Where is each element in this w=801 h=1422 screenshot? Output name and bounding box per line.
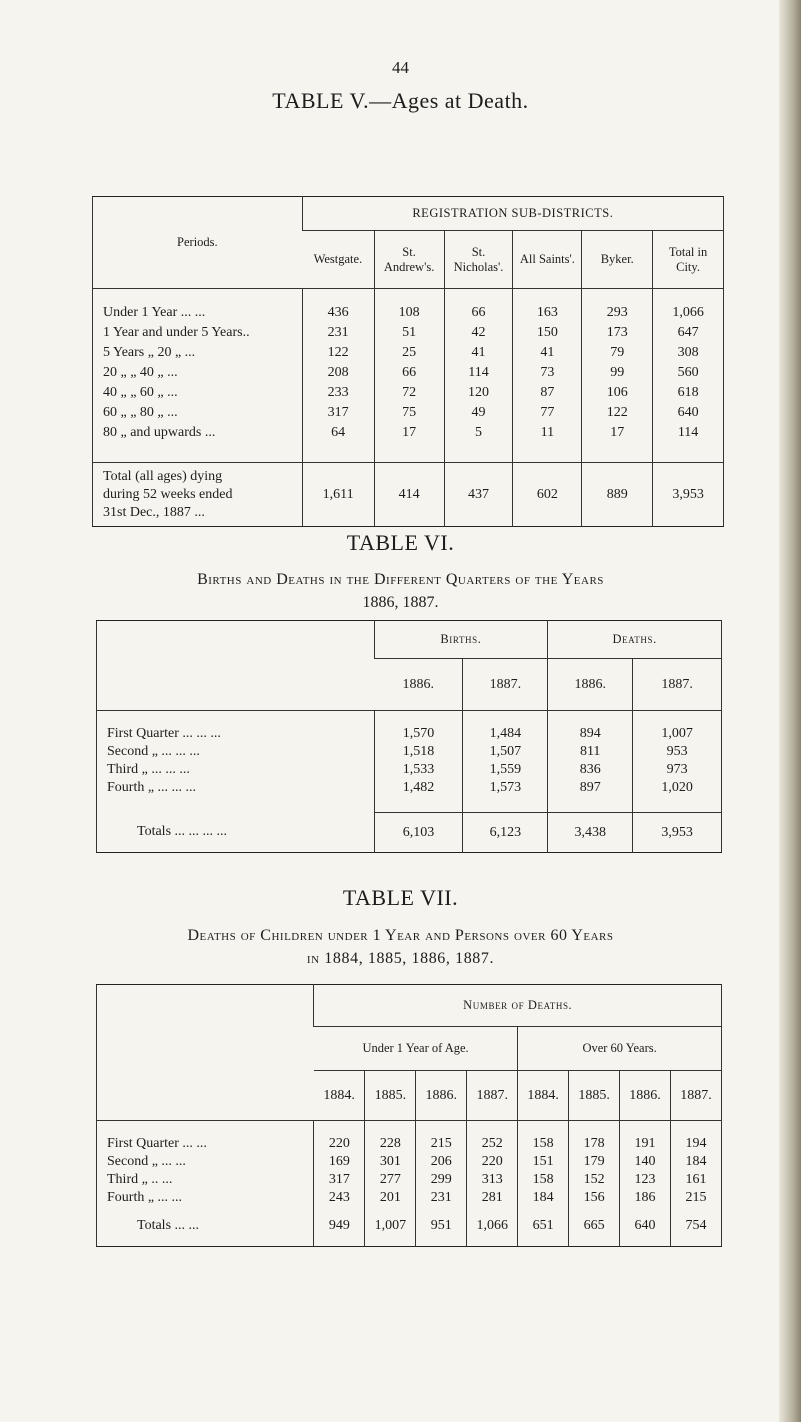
table-row [93, 363, 724, 383]
cell-value: 73 [513, 363, 582, 383]
cell-value: 41 [513, 343, 582, 363]
row-label: 1 Year and under 5 Years.. [103, 324, 250, 340]
cell-value: 317 [314, 1171, 365, 1189]
cell-value: 277 [365, 1171, 416, 1189]
row-label: 60 „ „ 80 „ ... [103, 404, 178, 420]
cell-value: 231 [302, 323, 374, 343]
row-label: First Quarter ... ... ... [107, 725, 221, 741]
total-value: 951 [416, 1207, 467, 1247]
cell-value: 299 [416, 1171, 467, 1189]
total-value: 3,438 [548, 813, 633, 853]
cell-value: 184 [518, 1189, 569, 1207]
cell-value: 11 [513, 423, 582, 443]
cell-value: 228 [365, 1135, 416, 1153]
table5-column-header: Westgate. [302, 231, 374, 289]
cell-value: 51 [374, 323, 444, 343]
total-value: 3,953 [633, 813, 722, 853]
cell-value: 158 [518, 1135, 569, 1153]
table-row [93, 323, 724, 343]
cell-value: 1,484 [463, 725, 548, 743]
cell-value: 66 [444, 303, 513, 323]
table7 [96, 984, 722, 1247]
table7-year-header: 1884. [518, 1071, 569, 1121]
table5-column-header: All Saints'. [513, 231, 582, 289]
cell-value: 179 [569, 1153, 620, 1171]
total-value: 1,066 [467, 1207, 518, 1247]
cell-value: 640 [653, 403, 724, 423]
table7-year-header: 1886. [620, 1071, 671, 1121]
cell-value: 173 [582, 323, 653, 343]
table-row [97, 779, 722, 797]
cell-value: 1,482 [374, 779, 463, 797]
table-total-row [93, 463, 724, 527]
table-row [93, 403, 724, 423]
table5-title: TABLE V.—Ages at Death. [272, 88, 529, 113]
table-row [97, 743, 722, 761]
total-value: 1,611 [302, 463, 374, 527]
cell-value: 106 [582, 383, 653, 403]
page-edge [779, 0, 801, 1422]
table7-year-line: in 1884, 1885, 1886, 1887. [306, 950, 495, 967]
table5-group-header: REGISTRATION SUB-DISTRICTS. [302, 197, 723, 231]
table7-blank-header [97, 985, 314, 1121]
row-label: Third „ ... ... ... [107, 761, 190, 777]
cell-value: 17 [582, 423, 653, 443]
total-value: 602 [513, 463, 582, 527]
table6-blank-header [97, 621, 375, 711]
table6-year-header: 1886. [548, 659, 633, 711]
table7-year-header: 1885. [365, 1071, 416, 1121]
table5-column-header: St. Andrew's. [374, 231, 444, 289]
total-value: 6,123 [463, 813, 548, 853]
total-label: Totals ... ... ... ... [137, 824, 228, 840]
total-value: 949 [314, 1207, 365, 1247]
cell-value: 973 [633, 761, 722, 779]
row-label: 40 „ „ 60 „ ... [103, 384, 178, 400]
cell-value: 5 [444, 423, 513, 443]
cell-value: 163 [513, 303, 582, 323]
total-label: Totals ... ... [137, 1218, 200, 1234]
cell-value: 108 [374, 303, 444, 323]
total-value: 651 [518, 1207, 569, 1247]
table7-over60-header: Over 60 Years. [518, 1027, 722, 1071]
cell-value: 1,007 [633, 725, 722, 743]
row-label: 20 „ „ 40 „ ... [103, 364, 178, 380]
cell-value: 99 [582, 363, 653, 383]
cell-value: 79 [582, 343, 653, 363]
table-row [97, 1135, 722, 1153]
cell-value: 17 [374, 423, 444, 443]
cell-value: 647 [653, 323, 724, 343]
total-value: 754 [671, 1207, 722, 1247]
cell-value: 215 [416, 1135, 467, 1153]
total-value: 640 [620, 1207, 671, 1247]
cell-value: 220 [314, 1135, 365, 1153]
table7-year-header: 1887. [467, 1071, 518, 1121]
total-value: 889 [582, 463, 653, 527]
table5 [92, 196, 724, 527]
cell-value: 897 [548, 779, 633, 797]
cell-value: 140 [620, 1153, 671, 1171]
cell-value: 1,570 [374, 725, 463, 743]
table6-year-header: 1887. [633, 659, 722, 711]
cell-value: 158 [518, 1171, 569, 1189]
cell-value: 75 [374, 403, 444, 423]
cell-value: 233 [302, 383, 374, 403]
table-row [93, 383, 724, 403]
cell-value: 215 [671, 1189, 722, 1207]
table6-births-header: Births. [374, 621, 548, 659]
cell-value: 120 [444, 383, 513, 403]
table6-title: TABLE VI. [346, 530, 455, 555]
cell-value: 150 [513, 323, 582, 343]
cell-value: 1,020 [633, 779, 722, 797]
cell-value: 191 [620, 1135, 671, 1153]
cell-value: 184 [671, 1153, 722, 1171]
cell-value: 72 [374, 383, 444, 403]
cell-value: 186 [620, 1189, 671, 1207]
cell-value: 252 [467, 1135, 518, 1153]
cell-value: 317 [302, 403, 374, 423]
table-row [93, 423, 724, 443]
cell-value: 281 [467, 1189, 518, 1207]
cell-value: 894 [548, 725, 633, 743]
cell-value: 836 [548, 761, 633, 779]
cell-value: 231 [416, 1189, 467, 1207]
cell-value: 49 [444, 403, 513, 423]
cell-value: 1,573 [463, 779, 548, 797]
total-label-line: 31st Dec., 1887 ... [103, 504, 205, 520]
cell-value: 436 [302, 303, 374, 323]
table5-column-header: Total in City. [653, 231, 724, 289]
cell-value: 87 [513, 383, 582, 403]
table-row [97, 1189, 722, 1207]
table7-under1-header: Under 1 Year of Age. [314, 1027, 518, 1071]
cell-value: 1,559 [463, 761, 548, 779]
cell-value: 243 [314, 1189, 365, 1207]
page-number: 44 [392, 58, 409, 77]
table-row [93, 343, 724, 363]
cell-value: 560 [653, 363, 724, 383]
cell-value: 1,518 [374, 743, 463, 761]
total-label [93, 463, 303, 527]
cell-value: 206 [416, 1153, 467, 1171]
table7-group-header: Number of Deaths. [314, 985, 722, 1027]
total-value: 1,007 [365, 1207, 416, 1247]
cell-value: 25 [374, 343, 444, 363]
cell-value: 208 [302, 363, 374, 383]
cell-value: 201 [365, 1189, 416, 1207]
table7-year-header: 1885. [569, 1071, 620, 1121]
total-label-line: during 52 weeks ended [103, 486, 233, 502]
total-label-line: Total (all ages) dying [103, 468, 223, 484]
table-total-row [97, 813, 722, 853]
cell-value: 194 [671, 1135, 722, 1153]
cell-value: 66 [374, 363, 444, 383]
table7-year-header: 1886. [416, 1071, 467, 1121]
cell-value: 77 [513, 403, 582, 423]
table-total-row [97, 1207, 722, 1247]
row-label: 80 „ and upwards ... [103, 424, 216, 440]
cell-value: 618 [653, 383, 724, 403]
cell-value: 122 [582, 403, 653, 423]
cell-value: 953 [633, 743, 722, 761]
cell-value: 1,066 [653, 303, 724, 323]
total-value: 414 [374, 463, 444, 527]
table-row [97, 1153, 722, 1171]
cell-value: 169 [314, 1153, 365, 1171]
cell-value: 1,533 [374, 761, 463, 779]
table5-periods-header: Periods. [93, 197, 303, 289]
table5-column-header: St. Nicholas'. [444, 231, 513, 289]
cell-value: 41 [444, 343, 513, 363]
table7-subtitle: Deaths of Children under 1 Year and Persons over 60 Years [187, 927, 614, 944]
cell-value: 152 [569, 1171, 620, 1189]
row-label: First Quarter ... ... [107, 1135, 207, 1151]
table6 [96, 620, 722, 853]
row-label: Third „ .. ... [107, 1171, 173, 1187]
table5-column-header: Byker. [582, 231, 653, 289]
cell-value: 122 [302, 343, 374, 363]
table6-year-line: 1886, 1887. [362, 594, 439, 611]
total-value: 437 [444, 463, 513, 527]
cell-value: 114 [653, 423, 724, 443]
cell-value: 114 [444, 363, 513, 383]
cell-value: 156 [569, 1189, 620, 1207]
cell-value: 161 [671, 1171, 722, 1189]
cell-value: 308 [653, 343, 724, 363]
row-label: Second „ ... ... ... [107, 743, 200, 759]
cell-value: 301 [365, 1153, 416, 1171]
cell-value: 293 [582, 303, 653, 323]
table7-year-header: 1887. [671, 1071, 722, 1121]
total-value: 665 [569, 1207, 620, 1247]
table6-deaths-header: Deaths. [548, 621, 722, 659]
table6-subtitle: Births and Deaths in the Different Quarters of the Years [197, 571, 604, 588]
cell-value: 64 [302, 423, 374, 443]
row-label: Fourth „ ... ... ... [107, 779, 197, 795]
table-row [93, 303, 724, 323]
table-row [97, 1171, 722, 1189]
table7-year-header: 1884. [314, 1071, 365, 1121]
cell-value: 313 [467, 1171, 518, 1189]
total-value: 3,953 [653, 463, 724, 527]
cell-value: 151 [518, 1153, 569, 1171]
table-row [97, 725, 722, 743]
table-row [97, 761, 722, 779]
table6-year-header: 1886. [374, 659, 463, 711]
cell-value: 220 [467, 1153, 518, 1171]
row-label: Under 1 Year ... ... [103, 304, 206, 320]
row-label: 5 Years „ 20 „ ... [103, 344, 196, 360]
cell-value: 178 [569, 1135, 620, 1153]
table7-title: TABLE VII. [342, 885, 459, 910]
table6-year-header: 1887. [463, 659, 548, 711]
row-label: Second „ ... ... [107, 1153, 186, 1169]
row-label: Fourth „ ... ... [107, 1189, 183, 1205]
total-value: 6,103 [374, 813, 463, 853]
cell-value: 123 [620, 1171, 671, 1189]
cell-value: 1,507 [463, 743, 548, 761]
cell-value: 811 [548, 743, 633, 761]
cell-value: 42 [444, 323, 513, 343]
